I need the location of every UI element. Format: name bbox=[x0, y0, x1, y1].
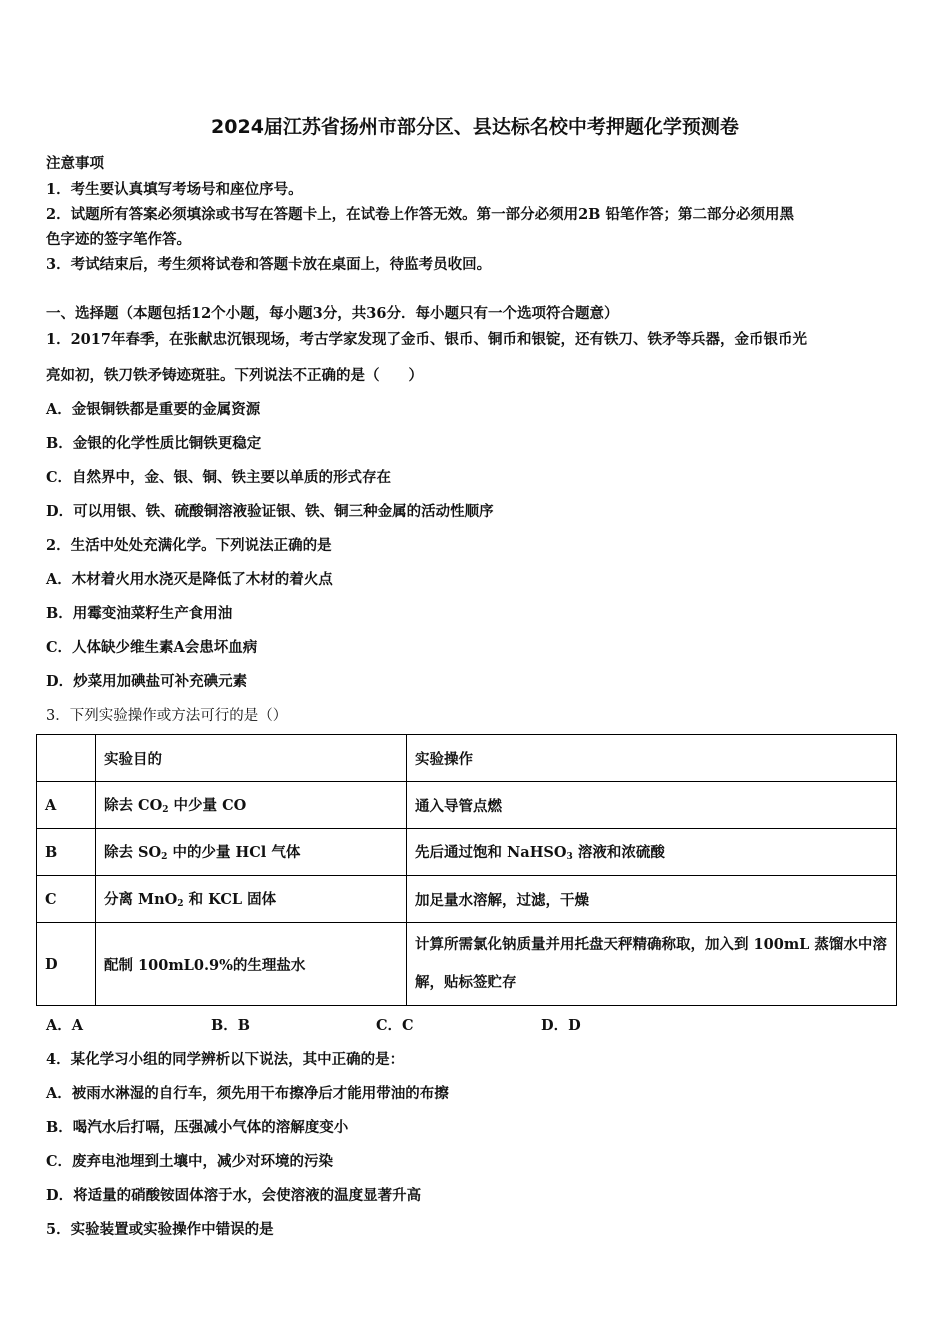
notes-heading: 注意事项 bbox=[46, 155, 104, 172]
q2-stem: 2．生活中处处充满化学。下列说法正确的是 bbox=[46, 537, 332, 554]
row-label: D bbox=[37, 923, 96, 1006]
table-row bbox=[37, 782, 897, 829]
q2-option-a: A．木材着火用水浇灭是降低了木材的着火点 bbox=[46, 571, 333, 588]
row-label: A bbox=[37, 782, 96, 829]
q4-option-c: C．废弃电池埋到土壤中，减少对环境的污染 bbox=[46, 1153, 334, 1170]
row-purpose: 除去 $CO_2$ 中少量 CO bbox=[96, 782, 407, 829]
q3-option-d: D．D bbox=[541, 1017, 581, 1034]
q3-stem: 3．下列实验操作或方法可行的是（） bbox=[46, 708, 288, 724]
q1-stem-line2: 亮如初，铁刀铁矛铸迹斑驻。下列说法不正确的是（ ） bbox=[46, 367, 423, 384]
table-row bbox=[37, 876, 897, 923]
q5-stem: 5．实验装置或实验操作中错误的是 bbox=[46, 1221, 274, 1238]
q4-option-a: A．被雨水淋湿的自行车，须先用干布擦净后才能用带油的布擦 bbox=[46, 1085, 449, 1102]
q1-option-b: B．金银的化学性质比铜铁更稳定 bbox=[46, 435, 262, 452]
header-cell bbox=[37, 735, 96, 782]
table-row bbox=[37, 829, 897, 876]
q4-option-b: B．喝汽水后打嗝，压强减小气体的溶解度变小 bbox=[46, 1119, 349, 1136]
row-purpose: 配制 100mL0.9%的生理盐水 bbox=[96, 923, 407, 1006]
header-cell-purpose: 实验目的 bbox=[96, 735, 407, 782]
row-operation: 通入导管点燃 bbox=[407, 782, 897, 829]
row-operation: 计算所需氯化钠质量并用托盘天秤精确称取，加入到 100mL 蒸馏水中溶解，贴标签贮存 bbox=[407, 923, 897, 1006]
row-label: C bbox=[37, 876, 96, 923]
q2-option-d: D．炒菜用加碘盐可补充碘元素 bbox=[46, 673, 248, 690]
section-heading: 一、选择题（本题包括12个小题，每小题3分，共36分．每小题只有一个选项符合题意） bbox=[46, 305, 619, 322]
q4-option-d: D．将适量的硝酸铵固体溶于水，会使溶液的温度显著升高 bbox=[46, 1187, 422, 1204]
row-purpose: 除去 $SO_2$ 中的少量 HCl 气体 bbox=[96, 829, 407, 876]
row-purpose: 分离 MnO$_2$ 和 KCL 固体 bbox=[96, 876, 407, 923]
page-title: 2024届江苏省扬州市部分区、县达标名校中考押题化学预测卷 bbox=[211, 116, 739, 138]
row-operation: 加足量水溶解，过滤，干燥 bbox=[407, 876, 897, 923]
experiment-table bbox=[36, 734, 897, 1006]
row-operation: 先后通过饱和 NaHSO$_3$ 溶液和浓硫酸 bbox=[407, 829, 897, 876]
note-item: 色字迹的签字笔作答。 bbox=[46, 231, 191, 248]
q3-option-b: B．B bbox=[211, 1017, 251, 1034]
row-label: B bbox=[37, 829, 96, 876]
table-row bbox=[37, 923, 897, 1006]
q1-option-c: C．自然界中，金、银、铜、铁主要以单质的形式存在 bbox=[46, 469, 392, 486]
q3-option-a: A．A bbox=[46, 1017, 84, 1034]
header-cell-operation: 实验操作 bbox=[407, 735, 897, 782]
q1-option-a: A．金银铜铁都是重要的金属资源 bbox=[46, 401, 261, 418]
q1-stem-line1: 1．2017年春季，在张献忠沉银现场，考古学家发现了金币、银币、铜币和银锭，还有铁刀、铁矛等兵器，金币银币光 bbox=[46, 331, 807, 348]
q4-stem: 4．某化学习小组的同学辨析以下说法，其中正确的是： bbox=[46, 1051, 405, 1068]
note-item: 3．考试结束后，考生须将试卷和答题卡放在桌面上，待监考员收回。 bbox=[46, 256, 492, 273]
note-item: 2．试题所有答案必须填涂或书写在答题卡上，在试卷上作答无效。第一部分必须用2B 铅笔作答；第二部分必须用黑 bbox=[46, 206, 794, 223]
q1-option-d: D．可以用银、铁、硫酸铜溶液验证银、铁、铜三种金属的活动性顺序 bbox=[46, 503, 494, 520]
q2-option-b: B．用霉变油菜籽生产食用油 bbox=[46, 605, 233, 622]
q3-option-c: C．C bbox=[376, 1017, 414, 1034]
q2-option-c: C．人体缺少维生素A会患坏血病 bbox=[46, 639, 258, 656]
table-header-row bbox=[37, 735, 897, 782]
note-item: 1．考生要认真填写考场号和座位序号。 bbox=[46, 181, 303, 198]
